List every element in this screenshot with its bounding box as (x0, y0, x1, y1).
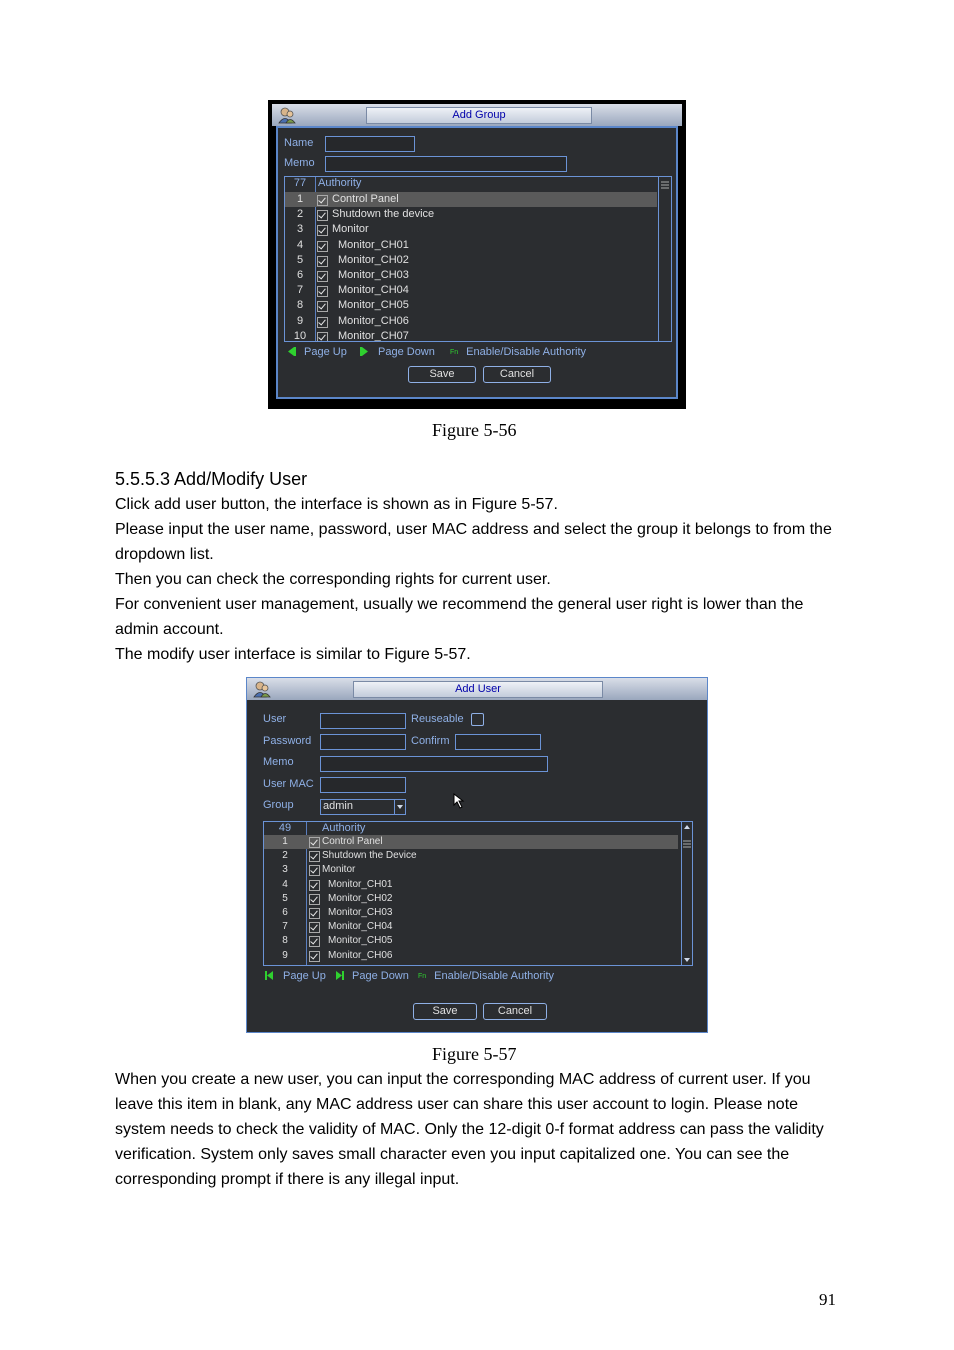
figure-caption-56: Figure 5-56 (432, 420, 517, 440)
authority-label: Monitor_CH01 (338, 238, 409, 251)
row-number: 9 (282, 949, 288, 961)
authority-label: Monitor_CH07 (338, 329, 409, 342)
page-up-hint: Page Up (265, 970, 326, 982)
row-number: 5 (296, 253, 304, 266)
authority-row[interactable] (264, 934, 678, 948)
checkbox-checked-icon[interactable] (309, 837, 320, 848)
row-number: 3 (296, 223, 304, 236)
memo-input[interactable] (320, 756, 548, 772)
authority-row[interactable] (285, 238, 657, 253)
checkbox-checked-icon[interactable] (317, 332, 328, 342)
chevron-down-icon (395, 800, 405, 814)
user-label: User (263, 713, 287, 725)
cancel-button[interactable]: Cancel (483, 366, 551, 383)
authority-row[interactable] (264, 892, 678, 906)
confirm-label: Confirm (411, 735, 450, 747)
authority-row[interactable] (264, 906, 678, 920)
page-up-hint: Page Up (286, 346, 347, 358)
enable-disable-hint: Fn Enable/Disable Authority (450, 346, 587, 358)
fn-key-icon: Fn (450, 349, 459, 356)
scroll-grip-icon (682, 839, 692, 849)
section-heading: 5.5.5.3 Add/Modify User (115, 469, 308, 489)
checkbox-checked-icon[interactable] (309, 894, 320, 905)
page-up-icon (286, 347, 296, 356)
user-input[interactable] (320, 713, 406, 729)
add-user-dialog (246, 677, 708, 1033)
row-number: 4 (296, 238, 304, 251)
authority-scrollbar[interactable] (658, 177, 671, 341)
checkbox-checked-icon[interactable] (317, 210, 328, 221)
authority-list-header (285, 177, 657, 191)
fn-key-icon: Fn (418, 973, 427, 980)
reuseable-checkbox[interactable] (471, 713, 484, 726)
checkbox-checked-icon[interactable] (317, 286, 328, 297)
page-number: 91 (819, 1290, 836, 1309)
checkbox-checked-icon[interactable] (317, 271, 328, 282)
authority-label: Shutdown the Device (322, 850, 417, 862)
checkbox-checked-icon[interactable] (309, 908, 320, 919)
authority-row[interactable] (285, 192, 657, 207)
add-group-titlebar (272, 104, 682, 126)
memo-input[interactable] (325, 156, 567, 172)
authority-label: Control Panel (322, 836, 383, 847)
user-management-icon (253, 680, 271, 698)
row-number: 2 (282, 850, 288, 862)
password-input[interactable] (320, 734, 406, 750)
enable-disable-hint: Fn Enable/Disable Authority (418, 970, 555, 982)
dialog-title: Add User (353, 681, 603, 698)
authority-label: Monitor (322, 864, 356, 876)
authority-row[interactable] (264, 835, 678, 849)
scroll-grip-icon (659, 179, 671, 191)
authority-label: Monitor_CH06 (328, 949, 393, 961)
group-label: Group (263, 799, 294, 811)
checkbox-checked-icon[interactable] (317, 195, 328, 206)
checkbox-checked-icon[interactable] (317, 317, 328, 328)
row-number: 6 (296, 269, 304, 281)
authority-row[interactable] (285, 298, 657, 313)
authority-label: Monitor_CH04 (338, 284, 409, 297)
page-up-icon (265, 971, 275, 980)
row-number: 3 (282, 864, 288, 876)
authority-header: Authority (318, 177, 362, 189)
checkbox-checked-icon[interactable] (317, 256, 328, 267)
checkbox-checked-icon[interactable] (309, 865, 320, 876)
cancel-button[interactable]: Cancel (483, 1003, 547, 1020)
authority-count: 49 (278, 822, 292, 834)
checkbox-checked-icon[interactable] (309, 851, 320, 862)
authority-label: Monitor_CH05 (338, 299, 409, 312)
row-number: 9 (296, 314, 304, 327)
authority-list[interactable] (284, 176, 672, 342)
mouse-cursor-icon (453, 793, 465, 809)
user-mac-label: User MAC (263, 778, 314, 790)
password-label: Password (263, 735, 312, 747)
authority-label: Control Panel (332, 193, 399, 205)
checkbox-checked-icon[interactable] (309, 936, 320, 947)
save-button[interactable]: Save (408, 366, 476, 383)
authority-header: Authority (322, 822, 366, 834)
scroll-down-icon[interactable] (682, 956, 692, 964)
row-number: 1 (282, 836, 288, 847)
authority-label: Monitor_CH01 (328, 878, 393, 890)
authority-scrollbar[interactable] (681, 822, 692, 965)
row-number: 5 (282, 892, 288, 904)
row-number: 7 (296, 284, 304, 297)
authority-row[interactable] (264, 863, 678, 877)
row-number: 6 (282, 907, 288, 918)
name-label: Name (284, 137, 314, 149)
intro-paragraph: Click add user button, the interface is shown as in Figure 5-57. (115, 496, 558, 513)
add-user-titlebar (247, 678, 707, 700)
scroll-up-icon[interactable] (682, 823, 692, 831)
group-selected-value: admin (323, 800, 353, 812)
page-down-icon (334, 971, 344, 980)
authority-label: Monitor_CH02 (338, 253, 409, 266)
authority-row[interactable] (264, 878, 678, 892)
row-number: 4 (282, 878, 288, 890)
dialog-title: Add Group (366, 107, 592, 124)
name-input[interactable] (325, 136, 415, 152)
row-number: 8 (282, 935, 288, 947)
user-management-icon (278, 106, 296, 124)
authority-label: Monitor_CH05 (328, 935, 393, 947)
page-down-hint: Page Down (360, 346, 435, 358)
row-number: 7 (282, 921, 288, 933)
checkbox-checked-icon[interactable] (317, 301, 328, 312)
row-number: 1 (296, 193, 304, 205)
authority-row[interactable] (264, 849, 678, 863)
intro-text (115, 492, 845, 667)
authority-label: Monitor_CH06 (338, 314, 409, 327)
row-number: 2 (296, 208, 304, 221)
authority-label: Monitor_CH02 (328, 892, 393, 904)
intro-paragraph: Please input the user name, password, user MAC address and select the group it belongs to from the dropdown list. (115, 521, 832, 563)
user-mac-input[interactable] (320, 777, 406, 793)
intro-paragraph: For convenient user management, usually we recommend the general user right is lower than the admin account. (115, 596, 804, 638)
intro-paragraph: Then you can check the corresponding rights for current user. (115, 571, 551, 588)
authority-row[interactable] (285, 314, 657, 329)
authority-row[interactable] (285, 222, 657, 237)
authority-row[interactable] (285, 268, 657, 283)
authority-row[interactable] (264, 949, 678, 963)
confirm-input[interactable] (455, 734, 541, 750)
closing-paragraph: When you create a new user, you can input the corresponding MAC address of current user. If you leave this item in blank, any MAC address user can share this user account to login. Please note system needs to check the validity of MAC. Only the 12-digit 0-f format address can pass the validity verification. System only saves small character even you input capitalized one. You can see the corresponding prompt if there is any illegal input. (115, 1071, 824, 1188)
authority-row[interactable] (285, 283, 657, 298)
authority-label: Monitor_CH03 (328, 907, 393, 918)
checkbox-checked-icon[interactable] (317, 225, 328, 236)
authority-row[interactable] (285, 253, 657, 268)
row-number: 10 (293, 329, 307, 342)
authority-count: 77 (293, 177, 307, 189)
authority-row[interactable] (285, 207, 657, 222)
add-group-dialog (268, 100, 686, 409)
intro-paragraph: The modify user interface is similar to Figure 5-57. (115, 646, 471, 663)
authority-list[interactable] (263, 821, 693, 966)
memo-label: Memo (284, 157, 315, 169)
authority-list-header (264, 822, 678, 836)
save-button[interactable]: Save (413, 1003, 477, 1020)
checkbox-checked-icon[interactable] (309, 951, 320, 962)
page-down-hint: Page Down (334, 970, 409, 982)
checkbox-checked-icon[interactable] (309, 922, 320, 933)
dropdown-arrow-button[interactable] (394, 800, 405, 814)
figure-caption-57: Figure 5-57 (432, 1044, 517, 1064)
authority-row[interactable] (264, 920, 678, 934)
authority-row[interactable] (285, 329, 657, 342)
row-number: 8 (296, 299, 304, 312)
authority-label: Shutdown the device (332, 208, 435, 221)
group-dropdown[interactable] (320, 799, 406, 815)
authority-label: Monitor_CH03 (338, 269, 409, 281)
reuseable-label: Reuseable (411, 713, 464, 725)
page-down-icon (360, 347, 370, 356)
authority-label: Monitor (332, 223, 369, 236)
memo-label: Memo (263, 756, 294, 768)
checkbox-checked-icon[interactable] (317, 241, 328, 252)
checkbox-checked-icon[interactable] (309, 880, 320, 891)
add-group-body (276, 126, 678, 399)
authority-label: Monitor_CH04 (328, 921, 393, 933)
